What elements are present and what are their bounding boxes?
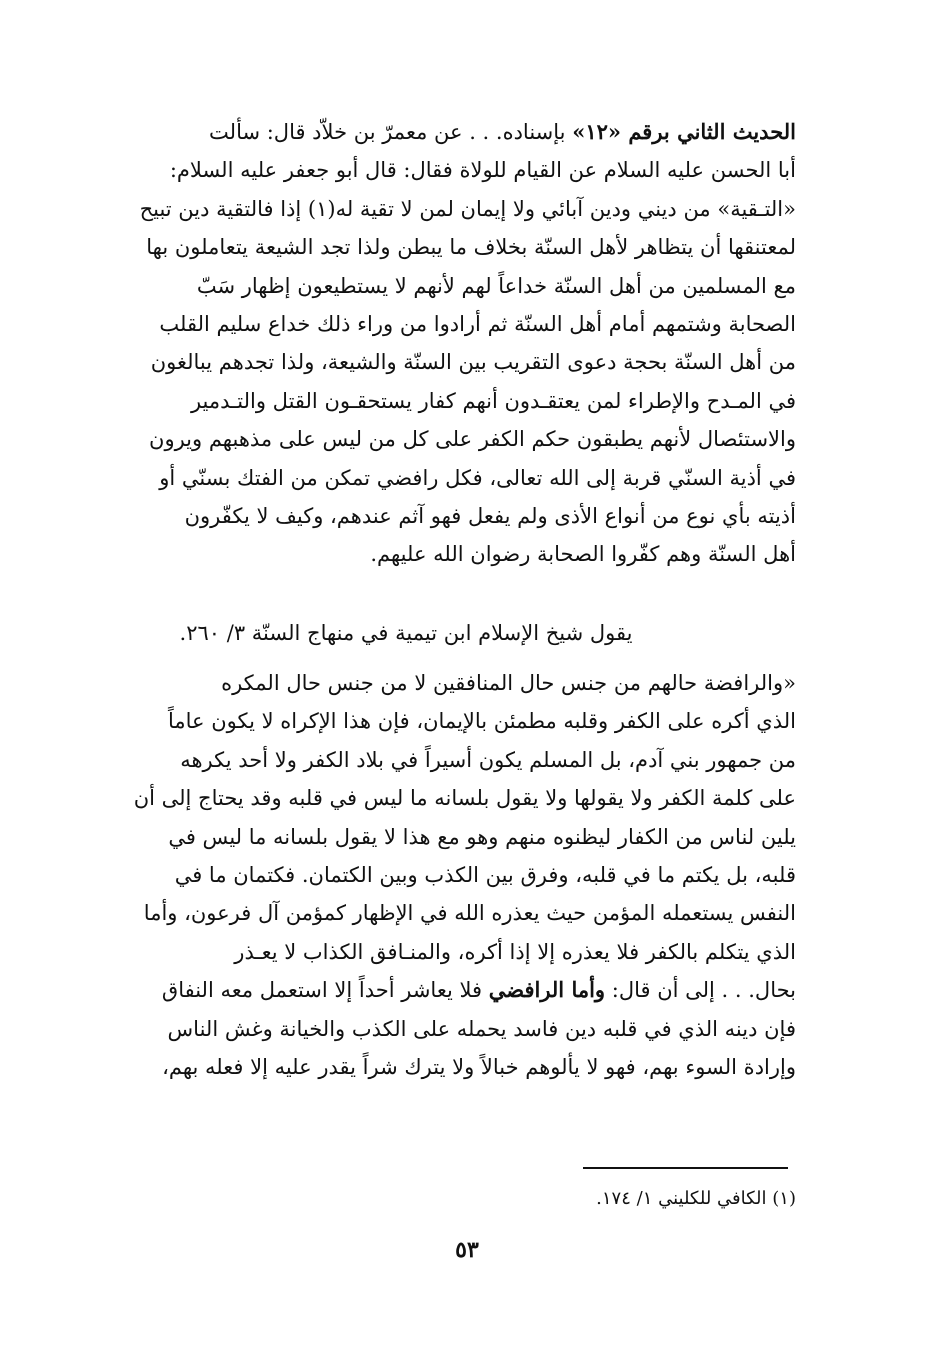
text-line: قلبه، بل يكتم ما في قلبه، وفرق بين الكذب وبين الكتمان. فكتمان ما في	[174, 862, 796, 887]
text-line: «التـقية» من ديني ودين آبائي ولا إيمان لمن لا تقية له(١) إذا فالتقية دين تبيح	[139, 196, 796, 221]
text-line: أذيته بأي نوع من أنواع الأذى ولم يفعل فهو آثم عندهم، وكيف لا يكفّرون	[184, 503, 796, 528]
text-line: الحديث الثاني برقم «١٢» بإسناده. . . عن معمرّ بن خلاّد قال: سألت	[209, 119, 796, 144]
text-line: والاستئصال لأنهم يطبقون حكم الكفر على كل من ليس على مذهبهم ويرون	[149, 427, 796, 452]
footnote: (١) الكافي للكليني ١/ ١٧٤.	[596, 1188, 796, 1209]
text-line: «والرافضة حالهم من جنس حال المنافقين لا من جنس حال المكره	[221, 671, 796, 695]
text-line: أهل السنّة وهم كفّروا الصحابة رضوان الله عليهم.	[370, 542, 796, 567]
citation-paragraph	[96, 614, 796, 652]
hadith-heading: الحديث الثاني برقم «١٢»	[572, 119, 796, 144]
bold-phrase: وأما الرافضي	[488, 977, 606, 1003]
text-line: على كلمة الكفر ولا يقولها ولا يقول بلسانه ما ليس في قلبه وقد يحتاج إلى أن	[133, 786, 796, 811]
text-line: في المـدح والإطراء لمن يعتقـدون أنهم كفار يستحقـون القتل والتـدمير	[190, 388, 796, 413]
text-line: يلين لناس من الكفار ليظنوه منهم وهو مع هذا لا يقول بلسانه ما ليس في	[168, 824, 796, 849]
text-line: مع المسلمين من أهل السنّة خداعاً لهم لأنهم لا يستطيعون إظهار سَبّ	[196, 273, 796, 298]
text-line: فإن دينه الذي في قلبه دين فاسد يحمله على الكذب والخيانة وغش الناس	[167, 1016, 796, 1041]
text-line: لمعتنقها أن يتظاهر لأهل السنّة بخلاف ما يبطن ولذا تجد الشيعة يتعاملون بها	[146, 235, 796, 260]
text-line: بحال. . . إلى أن قال: وأما الرافضي فلا يعاشر أحداً إلا استعمل معه النفاق	[161, 977, 796, 1003]
quote-paragraph	[96, 664, 796, 1086]
text-line: في أذية السنّي قربة إلى الله تعالى، فكل رافضي تمكن من الفتك بسنّي أو	[159, 465, 796, 490]
text-line: من أهل السنّة بحجة دعوى التقريب بين السنّة والشيعة، ولذا تجدهم يبالغون	[150, 350, 796, 375]
citation-line: يقول شيخ الإسلام ابن تيمية في منهاج السنّة ٣/ ٢٦٠.	[179, 621, 633, 645]
text-line: من جمهور بني آدم، بل المسلم يكون أسيراً في بلاد الكفر ولا أحد يكرهه	[180, 747, 796, 772]
text-line: الصحابة وشتمهم أمام أهل السنّة ثم أرادوا من وراء ذلك خداع سليم القلب	[159, 311, 796, 336]
footnote-divider	[583, 1167, 788, 1169]
text-line: وإرادة السوء بهم، فهو لا يألوهم خبالاً ولا يترك شراً يقدر عليه إلا فعله بهم،	[162, 1054, 796, 1079]
text-line: أبا الحسن عليه السلام عن القيام للولاة فقال: قال أبو جعفر عليه السلام:	[169, 158, 796, 183]
text-line: الذي يتكلم بالكفر فلا يعذره إلا إذا أكره، والمنـافق الكذاب لا يعـذر	[234, 939, 796, 964]
page-number: ٥٣	[455, 1237, 479, 1263]
text-line: النفس يستعمله المؤمن حيث يعذره الله في الإظهار كمؤمن آل فرعون، وأما	[143, 901, 796, 926]
text-line: الذي أكره على الكفر وقلبه مطمئن بالإيمان، فإن هذا الإكراه لا يكون عاماً	[167, 709, 796, 734]
paragraph-hadith	[96, 113, 796, 574]
